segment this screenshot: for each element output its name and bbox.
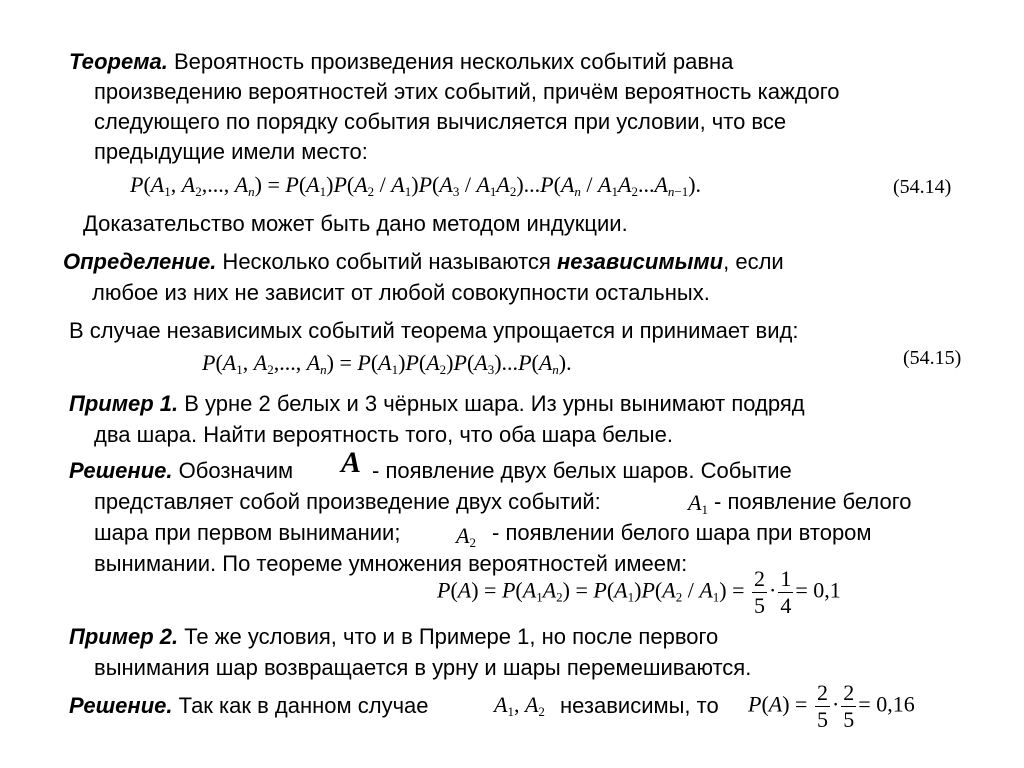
solution1-line-4: вынимании. По теореме умножения вероятностей имеем: [94, 551, 688, 576]
example2-text-1: Те же условия, что и в Примере 1, но после первого [178, 624, 719, 649]
solution1-line-1 [69, 455, 293, 486]
example2-line-1 [69, 621, 718, 652]
theorem-text-1: Вероятность произведения нескольких событий равна [167, 49, 734, 74]
example1-line-1 [69, 388, 805, 419]
example1-text-1: В урне 2 белых и 3 чёрных шара. Из урны вынимают подряд [178, 391, 805, 416]
solution2-text-b: независимы, то [560, 693, 719, 718]
solution1-line-3-b: - появлении белого шара при втором [492, 520, 872, 545]
solution1-line-2-b: - появление белого [714, 489, 912, 514]
definition-emphasis: независимыми [556, 249, 724, 274]
solution1-text-a: Обозначим [172, 458, 294, 483]
solution1-line-2-a: представляет собой произведение двух событий: [94, 489, 601, 514]
example1-line-2: два шара. Найти вероятность того, что оба шара белые. [94, 422, 673, 447]
definition-label: Определение. [63, 249, 217, 274]
solution1-text-b: - появление двух белых шаров. Событие [372, 458, 792, 483]
proof-text: Доказательство может быть дано методом индукции. [83, 211, 628, 236]
formula-example2: P(A) = $\frac{2}{5}$ · $\frac{2}{5}$ = 0,16 [748, 680, 915, 732]
theorem-label: Теорема. [69, 49, 168, 74]
example2-line-2: вынимания шар возвращается в урну и шары перемешиваются. [94, 655, 752, 680]
event-a-symbol: A [341, 446, 362, 479]
solution1-line-3-a: шара при первом вынимании; [94, 520, 401, 545]
definition-line-1 [63, 246, 784, 277]
theorem-line-1 [69, 46, 733, 77]
definition-text-before: Несколько событий называются [216, 249, 557, 274]
equation-number-54-14: (54.14) [893, 176, 952, 198]
formula-54-14: $P(A_1$, $A_2$,..., $A_n) = P(A_1)P(A_2 / A_1)P(A_3 / A_1A_2)...P(A_n / A_1A_2...A_{n-1})$. [130, 172, 702, 199]
solution2-label: Решение. [69, 693, 173, 718]
event-a2-symbol: $A_2$ [456, 523, 476, 550]
fraction-2-5: $\frac{2}{5}$ [754, 566, 765, 618]
events-a1-a2-symbol: $A_1$, $A_2$ [494, 692, 545, 719]
definition-text-after: , если [723, 249, 784, 274]
equation-number-54-15: (54.15) [903, 347, 962, 369]
formula-example1: $P(A) = P(A_1A_2) = P(A_1)P(A_2 / A_1)$ = $\frac{2}{5}$ · $\frac{1}{4}$ = 0,1 [437, 566, 841, 618]
definition-line-2: любое из них не зависит от любой совокупности остальных. [92, 280, 710, 305]
theorem-line-3: следующего по порядку события вычисляется при условии, что все [94, 109, 787, 134]
example1-label: Пример 1. [69, 391, 179, 416]
solution2-line-1 [69, 690, 429, 721]
formula-54-15: $P(A_1$, $A_2$,..., $A_n) = P(A_1)P(A_2)P(A_3)...P(A_n)$. [202, 350, 572, 377]
theorem-line-2: произведению вероятностей этих событий, причём вероятность каждого [94, 79, 840, 104]
fraction-1-4: $\frac{1}{4}$ [780, 566, 792, 618]
fraction-2-5-first: $\frac{2}{5}$ [816, 680, 828, 732]
solution2-text-a: Так как в данном случае [172, 693, 429, 718]
example2-label: Пример 2. [69, 624, 179, 649]
solution1-label: Решение. [69, 458, 173, 483]
event-a1-symbol: $A_1$ [688, 490, 708, 517]
fraction-2-5-second: $\frac{2}{5}$ [843, 680, 855, 732]
theorem-line-4: предыдущие имели место: [94, 139, 368, 164]
independent-case-text: В случае независимых событий теорема упрощается и принимает вид: [69, 318, 799, 343]
